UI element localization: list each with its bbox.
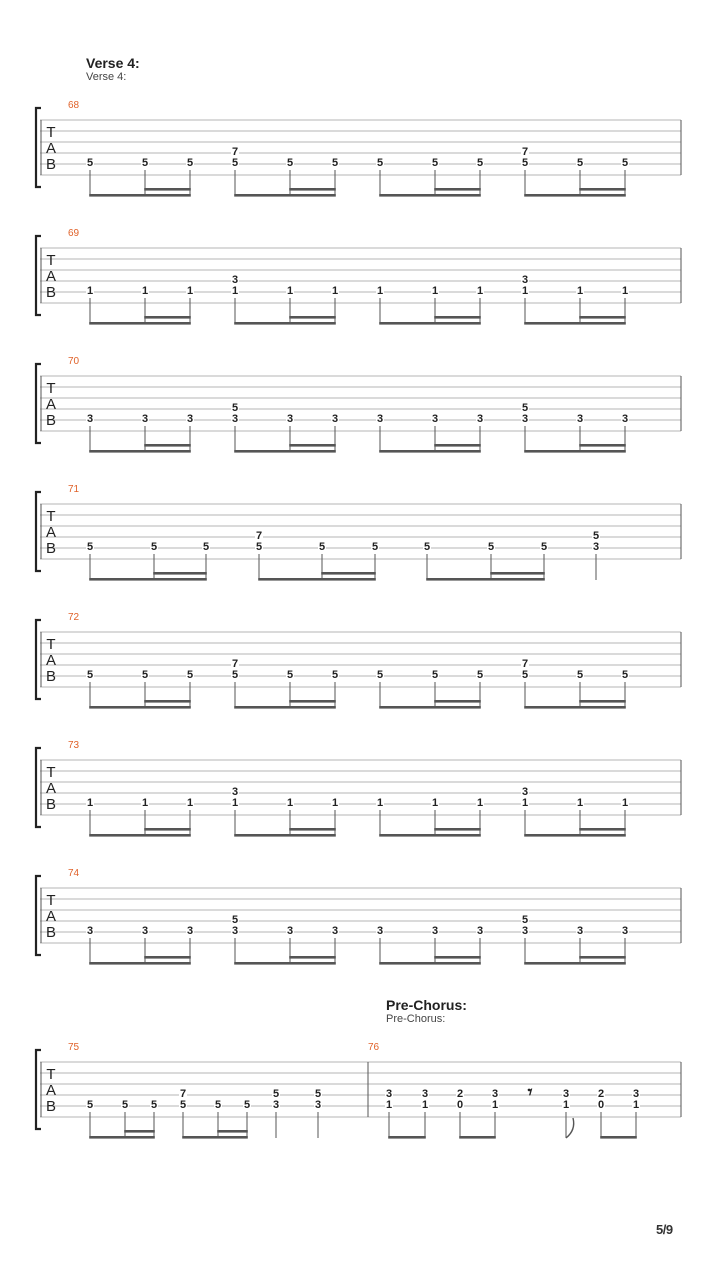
fret-number: 3	[621, 925, 629, 937]
beam-secondary	[434, 700, 481, 703]
fret-number: 5	[286, 669, 294, 681]
section-title-prechorus: Pre-Chorus:	[386, 997, 467, 1013]
fret-number: 7	[255, 530, 263, 542]
fret-number: 3	[331, 413, 339, 425]
beam	[379, 322, 481, 325]
beam-secondary	[124, 1130, 155, 1133]
beam-secondary	[579, 444, 626, 447]
fret-number: 5	[141, 669, 149, 681]
tab-note	[376, 669, 384, 708]
tab-clef-t: T	[46, 892, 56, 909]
fret-number: 5	[231, 402, 239, 414]
beam	[379, 962, 481, 965]
fret-number: 3	[286, 925, 294, 937]
tab-note	[231, 914, 239, 964]
beam-secondary	[434, 956, 481, 959]
measure-number: 73	[68, 740, 80, 751]
beam	[89, 1136, 155, 1139]
beam	[89, 706, 191, 709]
beam	[182, 1136, 248, 1139]
fret-number: 5	[150, 541, 158, 553]
tab-clef-a: A	[45, 524, 57, 541]
tab-system-70	[0, 354, 720, 464]
fret-number: 5	[286, 157, 294, 169]
fret-number: 5	[540, 541, 548, 553]
tab-note	[521, 658, 529, 708]
beam-secondary	[289, 700, 336, 703]
fret-number: 5	[231, 157, 239, 169]
fret-number: 5	[255, 541, 263, 553]
fret-number: 5	[86, 157, 94, 169]
fret-number: 5	[621, 157, 629, 169]
fret-number: 3	[141, 413, 149, 425]
fret-number: 5	[318, 541, 326, 553]
fret-number: 5	[331, 669, 339, 681]
tab-note	[521, 786, 529, 836]
fret-number: 5	[476, 157, 484, 169]
fret-number: 3	[476, 413, 484, 425]
beam	[234, 834, 336, 837]
tab-clef-b: B	[45, 796, 57, 813]
fret-number: 5	[376, 157, 384, 169]
fret-number: 3	[186, 413, 194, 425]
tab-clef-a: A	[45, 268, 57, 285]
tab-note	[521, 274, 529, 324]
fret-number: 3	[286, 413, 294, 425]
beam	[379, 450, 481, 453]
fret-number: 7	[521, 658, 529, 670]
beam	[524, 962, 626, 965]
tab-note	[86, 925, 94, 964]
fret-number: 3	[491, 1088, 499, 1100]
tab-clef-b: B	[45, 412, 57, 429]
section-title-verse: Verse 4:	[86, 55, 140, 71]
beam	[89, 578, 207, 581]
fret-number: 5	[186, 669, 194, 681]
beam-secondary	[579, 828, 626, 831]
fret-number: 3	[576, 413, 584, 425]
fret-number: 3	[592, 541, 600, 553]
fret-number: 7	[179, 1088, 187, 1100]
tab-note	[376, 157, 384, 196]
tab-system-68	[0, 98, 720, 208]
tab-clef-t: T	[46, 636, 56, 653]
fret-number: 1	[562, 1099, 570, 1111]
fret-number: 3	[385, 1088, 393, 1100]
fret-number: 1	[186, 285, 194, 297]
fret-number: 5	[86, 541, 94, 553]
tab-note	[597, 1088, 605, 1138]
fret-number: 3	[231, 413, 239, 425]
beam	[600, 1136, 637, 1139]
fret-number: 5	[576, 157, 584, 169]
fret-number: 3	[521, 274, 529, 286]
beam-secondary	[490, 572, 545, 575]
tab-clef-a: A	[45, 908, 57, 925]
tab-clef-b: B	[45, 1098, 57, 1115]
tab-note	[376, 413, 384, 452]
fret-number: 3	[521, 925, 529, 937]
fret-number: 3	[231, 274, 239, 286]
beam-secondary	[434, 828, 481, 831]
fret-number: 3	[376, 413, 384, 425]
beam-secondary	[579, 956, 626, 959]
fret-number: 1	[331, 285, 339, 297]
tab-system-75	[0, 1040, 720, 1150]
fret-number: 5	[243, 1099, 251, 1111]
fret-number: 1	[86, 797, 94, 809]
fret-number: 3	[272, 1099, 280, 1111]
fret-number: 5	[272, 1088, 280, 1100]
beam	[89, 450, 191, 453]
tab-note	[255, 530, 263, 580]
tab-system-73	[0, 738, 720, 848]
fret-number: 1	[141, 285, 149, 297]
fret-number: 5	[431, 669, 439, 681]
beam-secondary	[289, 316, 336, 319]
fret-number: 1	[431, 285, 439, 297]
fret-number: 1	[186, 797, 194, 809]
beam	[459, 1136, 496, 1139]
beam-secondary	[434, 188, 481, 191]
measure-number: 74	[68, 868, 80, 879]
tab-clef-t: T	[46, 1066, 56, 1083]
beam	[234, 962, 336, 965]
eighth-rest: 𝄾	[527, 1082, 533, 1102]
tab-clef-a: A	[45, 396, 57, 413]
fret-number: 1	[286, 797, 294, 809]
fret-number: 5	[521, 402, 529, 414]
fret-number: 0	[456, 1099, 464, 1111]
tab-clef-b: B	[45, 156, 57, 173]
tab-clef-b: B	[45, 924, 57, 941]
tab-system-72	[0, 610, 720, 720]
beam-secondary	[144, 828, 191, 831]
beam-secondary	[289, 188, 336, 191]
tab-clef-t: T	[46, 252, 56, 269]
beam-secondary	[144, 316, 191, 319]
tab-note	[86, 1099, 94, 1138]
beam-secondary	[434, 316, 481, 319]
measure-number: 76	[368, 1042, 380, 1053]
tab-note	[562, 1088, 570, 1138]
fret-number: 3	[576, 925, 584, 937]
tab-clef-t: T	[46, 764, 56, 781]
beam	[524, 322, 626, 325]
tab-clef-a: A	[45, 652, 57, 669]
tab-note	[86, 541, 94, 580]
fret-number: 5	[86, 1099, 94, 1111]
tab-note	[231, 146, 239, 196]
tab-note	[592, 530, 600, 580]
fret-number: 7	[231, 658, 239, 670]
fret-number: 1	[476, 285, 484, 297]
beam-secondary	[144, 956, 191, 959]
fret-number: 3	[314, 1099, 322, 1111]
fret-number: 3	[86, 925, 94, 937]
fret-number: 3	[621, 413, 629, 425]
measure-number: 68	[68, 100, 80, 111]
note-flag	[566, 1118, 574, 1138]
fret-number: 5	[521, 914, 529, 926]
fret-number: 1	[141, 797, 149, 809]
beam-secondary	[434, 444, 481, 447]
fret-number: 3	[141, 925, 149, 937]
tab-note	[86, 669, 94, 708]
tab-clef-a: A	[45, 780, 57, 797]
fret-number: 1	[231, 285, 239, 297]
fret-number: 1	[421, 1099, 429, 1111]
tab-note	[231, 402, 239, 452]
tab-clef-t: T	[46, 124, 56, 141]
tab-note	[179, 1088, 187, 1138]
beam	[234, 194, 336, 197]
tab-clef-a: A	[45, 1082, 57, 1099]
tab-note	[231, 786, 239, 836]
beam	[426, 578, 545, 581]
beam	[89, 322, 191, 325]
fret-number: 1	[521, 285, 529, 297]
fret-number: 5	[521, 669, 529, 681]
fret-number: 1	[576, 285, 584, 297]
fret-number: 1	[376, 797, 384, 809]
measure-number: 71	[68, 484, 80, 495]
tab-note	[86, 797, 94, 836]
beam-secondary	[579, 188, 626, 191]
beam-secondary	[144, 188, 191, 191]
beam	[89, 834, 191, 837]
tab-note	[423, 541, 431, 580]
beam-secondary	[144, 700, 191, 703]
tab-note	[376, 925, 384, 964]
fret-number: 5	[621, 669, 629, 681]
fret-number: 5	[521, 157, 529, 169]
beam-secondary	[144, 444, 191, 447]
beam-secondary	[217, 1130, 248, 1133]
fret-number: 5	[314, 1088, 322, 1100]
fret-number: 5	[423, 541, 431, 553]
fret-number: 3	[186, 925, 194, 937]
beam	[234, 322, 336, 325]
fret-number: 1	[385, 1099, 393, 1111]
fret-number: 5	[202, 541, 210, 553]
fret-number: 3	[431, 925, 439, 937]
fret-number: 7	[231, 146, 239, 158]
beam	[379, 706, 481, 709]
measure-number: 75	[68, 1042, 80, 1053]
fret-number: 5	[214, 1099, 222, 1111]
fret-number: 3	[476, 925, 484, 937]
fret-number: 3	[521, 786, 529, 798]
tab-note	[376, 285, 384, 324]
fret-number: 5	[487, 541, 495, 553]
tab-note	[421, 1088, 429, 1138]
fret-number: 5	[141, 157, 149, 169]
tab-note	[521, 402, 529, 452]
tab-note	[86, 413, 94, 452]
fret-number: 3	[376, 925, 384, 937]
fret-number: 3	[231, 925, 239, 937]
section-subtitle-verse: Verse 4:	[86, 71, 127, 83]
section-subtitle-prechorus: Pre-Chorus:	[386, 1013, 446, 1025]
tab-note	[632, 1088, 640, 1138]
fret-number: 1	[621, 285, 629, 297]
tab-note	[86, 157, 94, 196]
measure-number: 69	[68, 228, 80, 239]
fret-number: 7	[521, 146, 529, 158]
fret-number: 3	[521, 413, 529, 425]
measure-number: 72	[68, 612, 80, 623]
tab-system-74	[0, 866, 720, 976]
fret-number: 2	[597, 1088, 605, 1100]
beam	[524, 834, 626, 837]
fret-number: 5	[179, 1099, 187, 1111]
tab-clef-b: B	[45, 668, 57, 685]
tab-note	[272, 1088, 280, 1138]
tab-note	[456, 1088, 464, 1138]
beam	[89, 194, 191, 197]
fret-number: 5	[431, 157, 439, 169]
fret-number: 1	[476, 797, 484, 809]
tab-system-71	[0, 482, 720, 592]
fret-number: 1	[331, 797, 339, 809]
tab-clef-a: A	[45, 140, 57, 157]
measure-number: 70	[68, 356, 80, 367]
beam-secondary	[579, 700, 626, 703]
fret-number: 5	[121, 1099, 129, 1111]
tab-clef-b: B	[45, 284, 57, 301]
fret-number: 5	[231, 669, 239, 681]
fret-number: 1	[86, 285, 94, 297]
tab-note	[521, 146, 529, 196]
fret-number: 5	[371, 541, 379, 553]
tab-note	[231, 274, 239, 324]
beam	[234, 450, 336, 453]
fret-number: 5	[150, 1099, 158, 1111]
beam-secondary	[289, 444, 336, 447]
fret-number: 3	[431, 413, 439, 425]
tab-note	[86, 285, 94, 324]
fret-number: 5	[576, 669, 584, 681]
tab-clef-t: T	[46, 508, 56, 525]
beam	[388, 1136, 426, 1139]
beam-secondary	[579, 316, 626, 319]
beam	[89, 962, 191, 965]
tab-note	[376, 797, 384, 836]
beam-secondary	[321, 572, 376, 575]
fret-number: 5	[476, 669, 484, 681]
fret-number: 0	[597, 1099, 605, 1111]
fret-number: 1	[431, 797, 439, 809]
fret-number: 1	[376, 285, 384, 297]
beam-secondary	[289, 828, 336, 831]
fret-number: 1	[576, 797, 584, 809]
fret-number: 3	[231, 786, 239, 798]
tab-clef-t: T	[46, 380, 56, 397]
beam	[258, 578, 376, 581]
fret-number: 5	[592, 530, 600, 542]
tab-note	[314, 1088, 322, 1138]
beam	[234, 706, 336, 709]
tab-note	[521, 914, 529, 964]
beam	[379, 194, 481, 197]
fret-number: 1	[621, 797, 629, 809]
fret-number: 5	[376, 669, 384, 681]
beam	[379, 834, 481, 837]
tab-note	[491, 1088, 499, 1138]
fret-number: 3	[562, 1088, 570, 1100]
fret-number: 1	[521, 797, 529, 809]
page-number: 5/9	[656, 1222, 673, 1237]
tab-note	[385, 1088, 393, 1138]
fret-number: 3	[86, 413, 94, 425]
fret-number: 3	[632, 1088, 640, 1100]
tab-note	[231, 658, 239, 708]
tab-clef-b: B	[45, 540, 57, 557]
fret-number: 5	[331, 157, 339, 169]
beam	[524, 450, 626, 453]
fret-number: 1	[632, 1099, 640, 1111]
fret-number: 5	[86, 669, 94, 681]
beam-secondary	[289, 956, 336, 959]
fret-number: 5	[186, 157, 194, 169]
tab-system-69	[0, 226, 720, 336]
fret-number: 2	[456, 1088, 464, 1100]
beam	[524, 194, 626, 197]
fret-number: 3	[421, 1088, 429, 1100]
fret-number: 5	[231, 914, 239, 926]
fret-number: 3	[331, 925, 339, 937]
fret-number: 1	[491, 1099, 499, 1111]
beam	[524, 706, 626, 709]
fret-number: 1	[231, 797, 239, 809]
beam-secondary	[153, 572, 207, 575]
fret-number: 1	[286, 285, 294, 297]
